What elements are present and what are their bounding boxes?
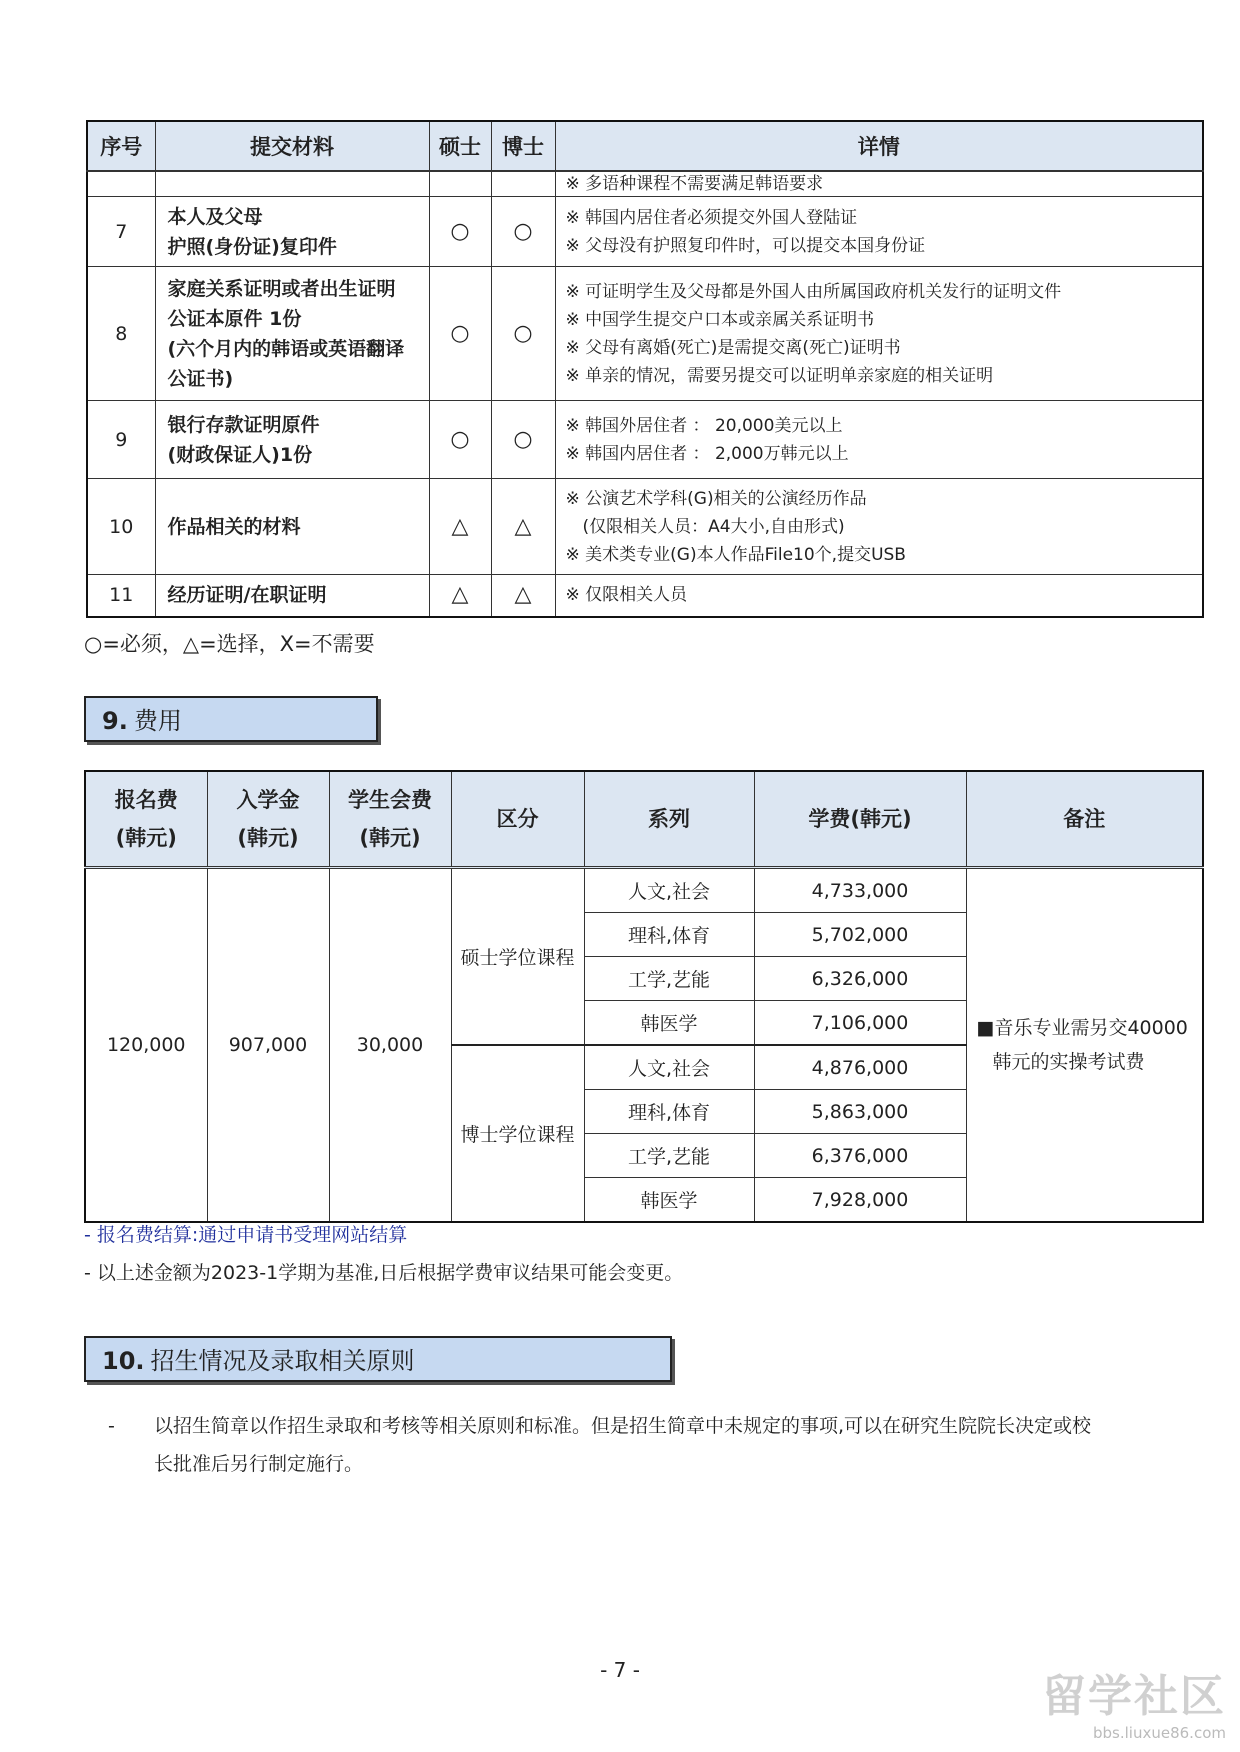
detail-line: ※ 中国学生提交户口本或亲属关系证明书 bbox=[565, 309, 875, 330]
table-row-continued bbox=[87, 171, 1203, 197]
detail-line: ※ 可证明学生及父母都是外国人由所属国政府机关发行的证明文件 bbox=[565, 281, 1062, 302]
page-number: - 7 - bbox=[600, 1658, 640, 1682]
material-line: 护照(身份证)复印件 bbox=[167, 235, 337, 258]
empty-cell bbox=[429, 171, 491, 197]
tuition-cell: 6,376,000 bbox=[754, 1134, 966, 1178]
detail-line: ※ 韩国内居住者 ： 2,000万韩元以上 bbox=[565, 443, 849, 464]
header-department: 系列 bbox=[584, 771, 754, 868]
header-application-fee bbox=[85, 771, 207, 868]
detail-line: ※ 单亲的情况，需要另提交可以证明单亲家庭的相关证明 bbox=[565, 365, 994, 386]
detail-line: ※ 仅限相关人员 bbox=[565, 585, 688, 606]
department-cell: 韩医学 bbox=[584, 1178, 754, 1223]
remark-line: 韩元的实操考试费 bbox=[992, 1051, 1145, 1073]
material-cell bbox=[155, 267, 429, 401]
department-cell: 工学,艺能 bbox=[584, 957, 754, 1001]
header-category: 区分 bbox=[451, 771, 584, 868]
details-cell bbox=[555, 575, 1203, 617]
header-master: 硕士 bbox=[429, 121, 491, 171]
doctor-mark: △ bbox=[491, 575, 555, 617]
watermark-logo bbox=[1042, 1660, 1226, 1742]
header-material: 提交材料 bbox=[155, 121, 429, 171]
header-admission-fee bbox=[207, 771, 329, 868]
header-doctor: 博士 bbox=[491, 121, 555, 171]
section-number: 10. bbox=[102, 1347, 145, 1375]
material-cell bbox=[155, 401, 429, 479]
empty-cell bbox=[491, 171, 555, 197]
detail-line: ※ 韩国内居住者必须提交外国人登陆证 bbox=[565, 207, 858, 228]
details-cell: ※ 多语种课程不需要满足韩语要求 bbox=[555, 171, 1203, 197]
table-row bbox=[87, 197, 1203, 267]
watermark-url: bbs.liuxue86.com bbox=[1093, 1724, 1226, 1742]
header-num: 序号 bbox=[87, 121, 155, 171]
table-row bbox=[87, 479, 1203, 575]
details-cell bbox=[555, 197, 1203, 267]
admission-fee-value: 907,000 bbox=[207, 868, 329, 1223]
detail-line: (仅限相关人员：A4大小,自由形式) bbox=[565, 516, 845, 537]
material-cell bbox=[155, 575, 429, 617]
doctor-category: 博士学位课程 bbox=[451, 1045, 584, 1222]
union-fee-value: 30,000 bbox=[329, 868, 451, 1223]
tuition-cell: 4,876,000 bbox=[754, 1045, 966, 1090]
tuition-cell: 7,928,000 bbox=[754, 1178, 966, 1223]
header-line: (韩元) bbox=[115, 826, 177, 850]
doctor-mark: ○ bbox=[491, 197, 555, 267]
material-line: 本人及父母 bbox=[167, 205, 263, 228]
department-cell: 人文,社会 bbox=[584, 1045, 754, 1090]
materials-table bbox=[86, 120, 1204, 618]
detail-line: ※ 美术类专业(G)本人作品File10个,提交USB bbox=[565, 544, 906, 565]
section-title: 费用 bbox=[133, 707, 182, 735]
doctor-mark: △ bbox=[491, 479, 555, 575]
section-number: 9. bbox=[102, 707, 128, 735]
watermark-main: 留学社区 bbox=[1042, 1671, 1226, 1722]
header-line: 入学金 bbox=[236, 788, 300, 812]
fee-note-basis: - 以上述金额为2023-1学期为基准,日后根据学费审议结果可能会变更。 bbox=[84, 1262, 684, 1284]
master-mark: △ bbox=[429, 479, 491, 575]
details-cell bbox=[555, 401, 1203, 479]
material-line: 家庭关系证明或者出生证明 bbox=[167, 277, 396, 300]
tuition-cell: 6,326,000 bbox=[754, 957, 966, 1001]
fee-table bbox=[84, 770, 1204, 1223]
detail-line: ※ 公演艺术学科(G)相关的公演经历作品 bbox=[565, 488, 867, 509]
remark-line: ■音乐专业需另交40000 bbox=[976, 1017, 1188, 1039]
material-line: (六个月内的韩语或英语翻译 bbox=[167, 337, 405, 360]
doctor-mark: ○ bbox=[491, 267, 555, 401]
row-number: 7 bbox=[87, 197, 155, 267]
doctor-mark: ○ bbox=[491, 401, 555, 479]
remarks-cell bbox=[966, 868, 1203, 1223]
list-dash: - bbox=[108, 1415, 115, 1437]
detail-line: ※ 韩国外居住者 ： 20,000美元以上 bbox=[565, 415, 843, 436]
section-10-header bbox=[84, 1336, 672, 1382]
header-line: 报名费 bbox=[114, 788, 178, 812]
tuition-cell: 5,702,000 bbox=[754, 913, 966, 957]
header-details: 详情 bbox=[555, 121, 1203, 171]
materials-header-row bbox=[87, 121, 1203, 171]
section-10-paragraph bbox=[108, 1407, 1168, 1483]
master-mark: ○ bbox=[429, 267, 491, 401]
header-union-fee bbox=[329, 771, 451, 868]
section-title: 招生情况及录取相关原则 bbox=[150, 1347, 415, 1375]
row-number: 9 bbox=[87, 401, 155, 479]
department-cell: 理科,体育 bbox=[584, 913, 754, 957]
tuition-cell: 5,863,000 bbox=[754, 1090, 966, 1134]
table-row bbox=[87, 401, 1203, 479]
empty-cell bbox=[155, 171, 429, 197]
tuition-cell: 7,106,000 bbox=[754, 1001, 966, 1046]
header-line: 学生会费 bbox=[348, 788, 432, 812]
material-line: 经历证明/在职证明 bbox=[167, 584, 327, 607]
table-row bbox=[87, 267, 1203, 401]
application-fee-value: 120,000 bbox=[85, 868, 207, 1223]
fee-header-row bbox=[85, 771, 1203, 868]
material-cell bbox=[155, 479, 429, 575]
fee-note-payment: - 报名费结算:通过申请书受理网站结算 bbox=[84, 1224, 408, 1246]
paragraph-line: 以招生简章以作招生录取和考核等相关原则和标准。但是招生简章中未规定的事项,可以在研究生院院长决定或校 bbox=[154, 1415, 1092, 1437]
empty-cell bbox=[87, 171, 155, 197]
row-number: 10 bbox=[87, 479, 155, 575]
details-cell bbox=[555, 267, 1203, 401]
department-cell: 人文,社会 bbox=[584, 868, 754, 913]
paragraph-line: 长批准后另行制定施行。 bbox=[154, 1453, 364, 1475]
header-remarks: 备注 bbox=[966, 771, 1203, 868]
department-cell: 工学,艺能 bbox=[584, 1134, 754, 1178]
department-cell: 理科,体育 bbox=[584, 1090, 754, 1134]
row-number: 11 bbox=[87, 575, 155, 617]
table-row bbox=[85, 868, 1203, 913]
material-line: 公证本原件 1份 bbox=[167, 307, 302, 330]
detail-line: ※ 父母有离婚(死亡)是需提交离(死亡)证明书 bbox=[565, 337, 901, 358]
master-mark: ○ bbox=[429, 197, 491, 267]
material-cell bbox=[155, 197, 429, 267]
header-tuition: 学费(韩元) bbox=[754, 771, 966, 868]
table-row bbox=[87, 575, 1203, 617]
material-line: 作品相关的材料 bbox=[167, 515, 301, 538]
detail-line: ※ 父母没有护照复印件时，可以提交本国身份证 bbox=[565, 235, 926, 256]
material-line: 银行存款证明原件 bbox=[167, 413, 320, 436]
header-line: (韩元) bbox=[359, 826, 421, 850]
section-9-header bbox=[84, 696, 378, 742]
details-cell bbox=[555, 479, 1203, 575]
tuition-cell: 4,733,000 bbox=[754, 868, 966, 913]
header-line: (韩元) bbox=[237, 826, 299, 850]
master-category: 硕士学位课程 bbox=[451, 868, 584, 1046]
material-line: 公证书) bbox=[167, 367, 234, 390]
department-cell: 韩医学 bbox=[584, 1001, 754, 1046]
master-mark: ○ bbox=[429, 401, 491, 479]
material-line: (财政保证人)1份 bbox=[167, 443, 313, 466]
mark-legend: ○=必须，△=选择，X=不需要 bbox=[84, 632, 375, 656]
row-number: 8 bbox=[87, 267, 155, 401]
master-mark: △ bbox=[429, 575, 491, 617]
